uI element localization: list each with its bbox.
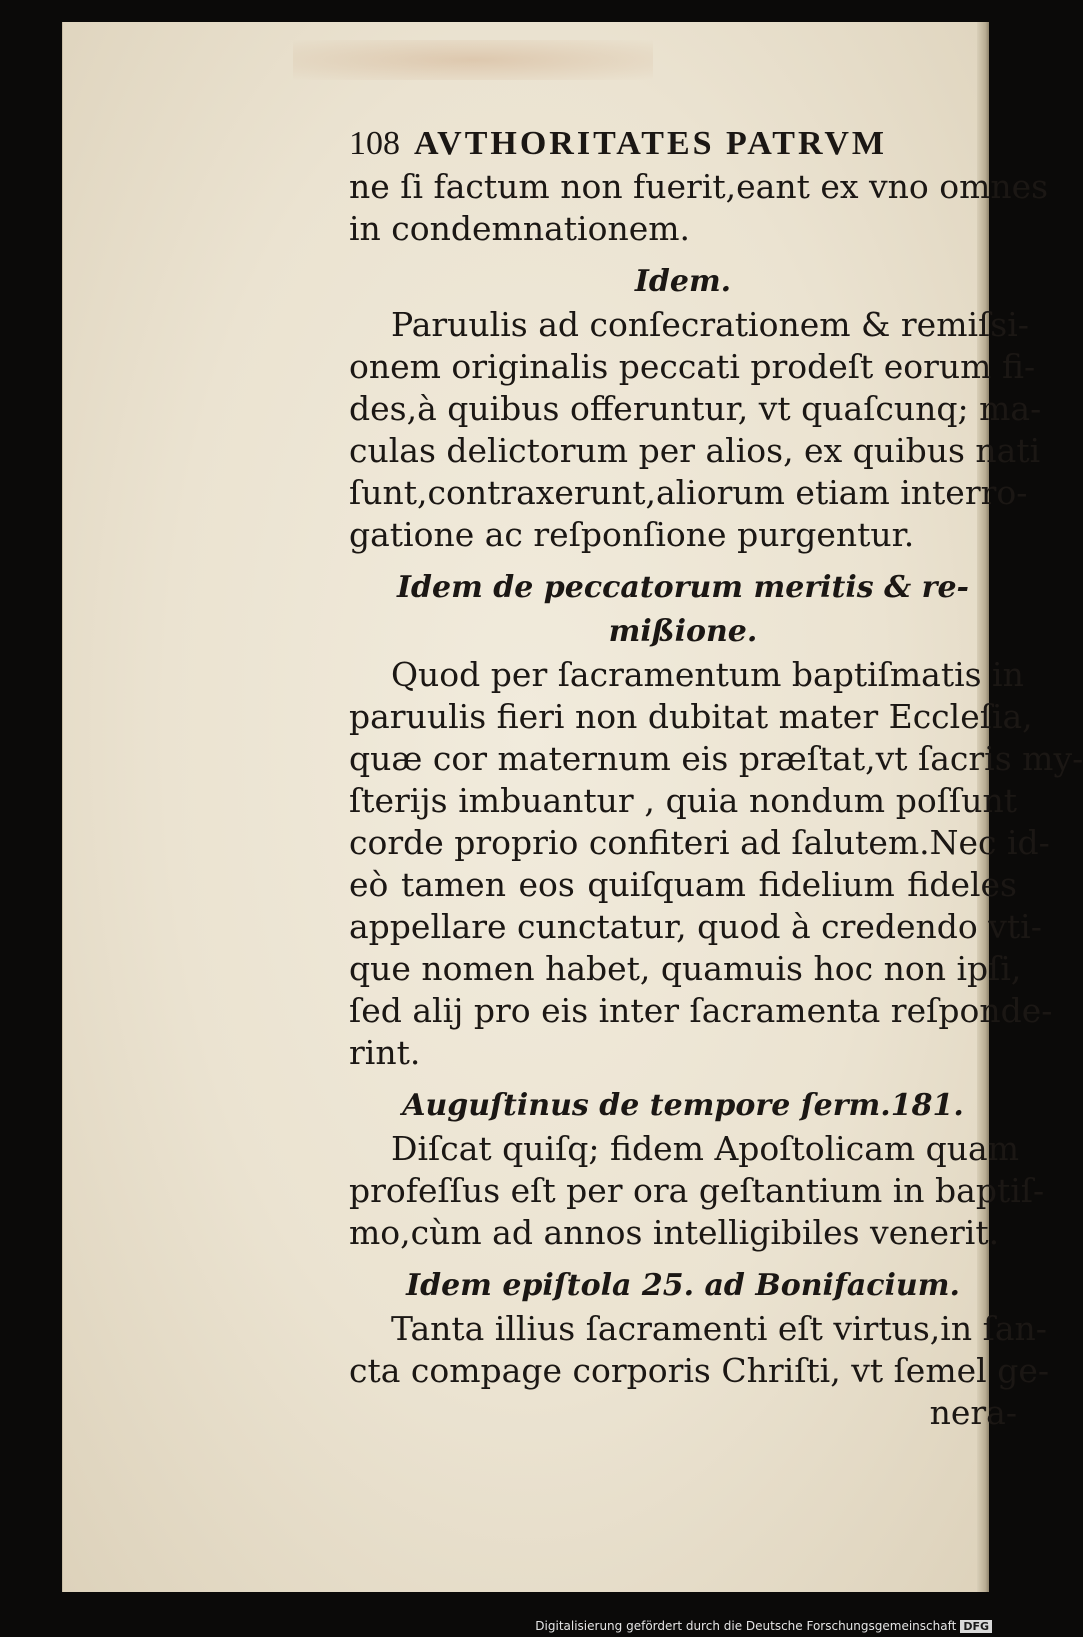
book-page xyxy=(62,22,1083,1592)
text-line: rint. xyxy=(349,1033,421,1072)
text-line: ne ſi factum non fuerit,eant ex vno omnes xyxy=(349,167,1049,206)
text-line: appellare cunctatur, quod à credendo vti- xyxy=(349,907,1042,946)
catchword: nera- xyxy=(929,1393,1017,1432)
spacer xyxy=(349,250,1017,260)
section-heading: mißione. xyxy=(608,614,758,649)
text-line: Tanta illius ſacramenti eſt virtus,in ſan- xyxy=(391,1309,1047,1348)
running-header xyxy=(349,122,1017,166)
section-heading: Auguſtinus de tempore ſerm.181. xyxy=(402,1088,964,1123)
text-line: Paruulis ad conſecrationem & remiſsi- xyxy=(391,305,1029,344)
text-line: des,à quibus offeruntur, vt quaſcunq; ma- xyxy=(349,389,1042,428)
text-line: gatione ac reſponſione purgentur. xyxy=(349,515,915,554)
spacer xyxy=(349,556,1017,566)
digitization-credit xyxy=(535,1619,992,1633)
text-line: in condemnationem. xyxy=(349,209,691,248)
text-line: que nomen habet, quamuis hoc non ipſi, xyxy=(349,949,1022,988)
text-line: Diſcat quiſq; fidem Apoſtolicam quam xyxy=(391,1129,1020,1168)
section-heading: Idem epiſtola 25. ad Bonifacium. xyxy=(406,1268,960,1303)
text-line: ſunt,contraxerunt,aliorum etiam interro- xyxy=(349,473,1028,512)
text-line: culas delictorum per alios, ex quibus nati xyxy=(349,431,1041,470)
running-title: AVTHORITATES PATRVM xyxy=(414,125,887,162)
credit-text: Digitalisierung gefördert durch die Deutsche Forschungsgemeinschaft xyxy=(535,1619,957,1633)
text-line: cta compage corporis Chriſti, vt ſemel ge- xyxy=(349,1351,1050,1390)
text-line: Quod per ſacramentum baptiſmatis in xyxy=(391,655,1024,694)
text-line: corde proprio confiteri ad ſalutem.Nec id- xyxy=(349,823,1050,862)
text-block xyxy=(349,122,1083,1434)
section-heading: Idem de peccatorum meritis & re- xyxy=(397,570,969,605)
text-line: ſterijs imbuantur , quia nondum poſſunt xyxy=(349,781,1017,820)
text-line: quæ cor maternum eis præſtat,vt ſacris my- xyxy=(349,739,1083,778)
text-line: onem originalis peccati prodeſt eorum fi- xyxy=(349,347,1036,386)
page-number: 108 xyxy=(349,125,400,162)
text-line: mo,cùm ad annos intelligibiles venerit. xyxy=(349,1213,1000,1252)
dfg-logo: DFG xyxy=(960,1620,992,1633)
spacer xyxy=(349,1254,1017,1264)
text-line: paruulis fieri non dubitat mater Eccleſia, xyxy=(349,697,1033,736)
paper-stain xyxy=(293,40,653,80)
text-line: profeſſus eſt per ora geſtantium in baptiſ- xyxy=(349,1171,1045,1210)
text-line: eò tamen eos quiſquam fidelium fideles xyxy=(349,865,1017,904)
spacer xyxy=(349,1074,1017,1084)
section-heading: Idem. xyxy=(634,264,732,299)
text-line: ſed alij pro eis inter ſacramenta reſponde- xyxy=(349,991,1053,1030)
